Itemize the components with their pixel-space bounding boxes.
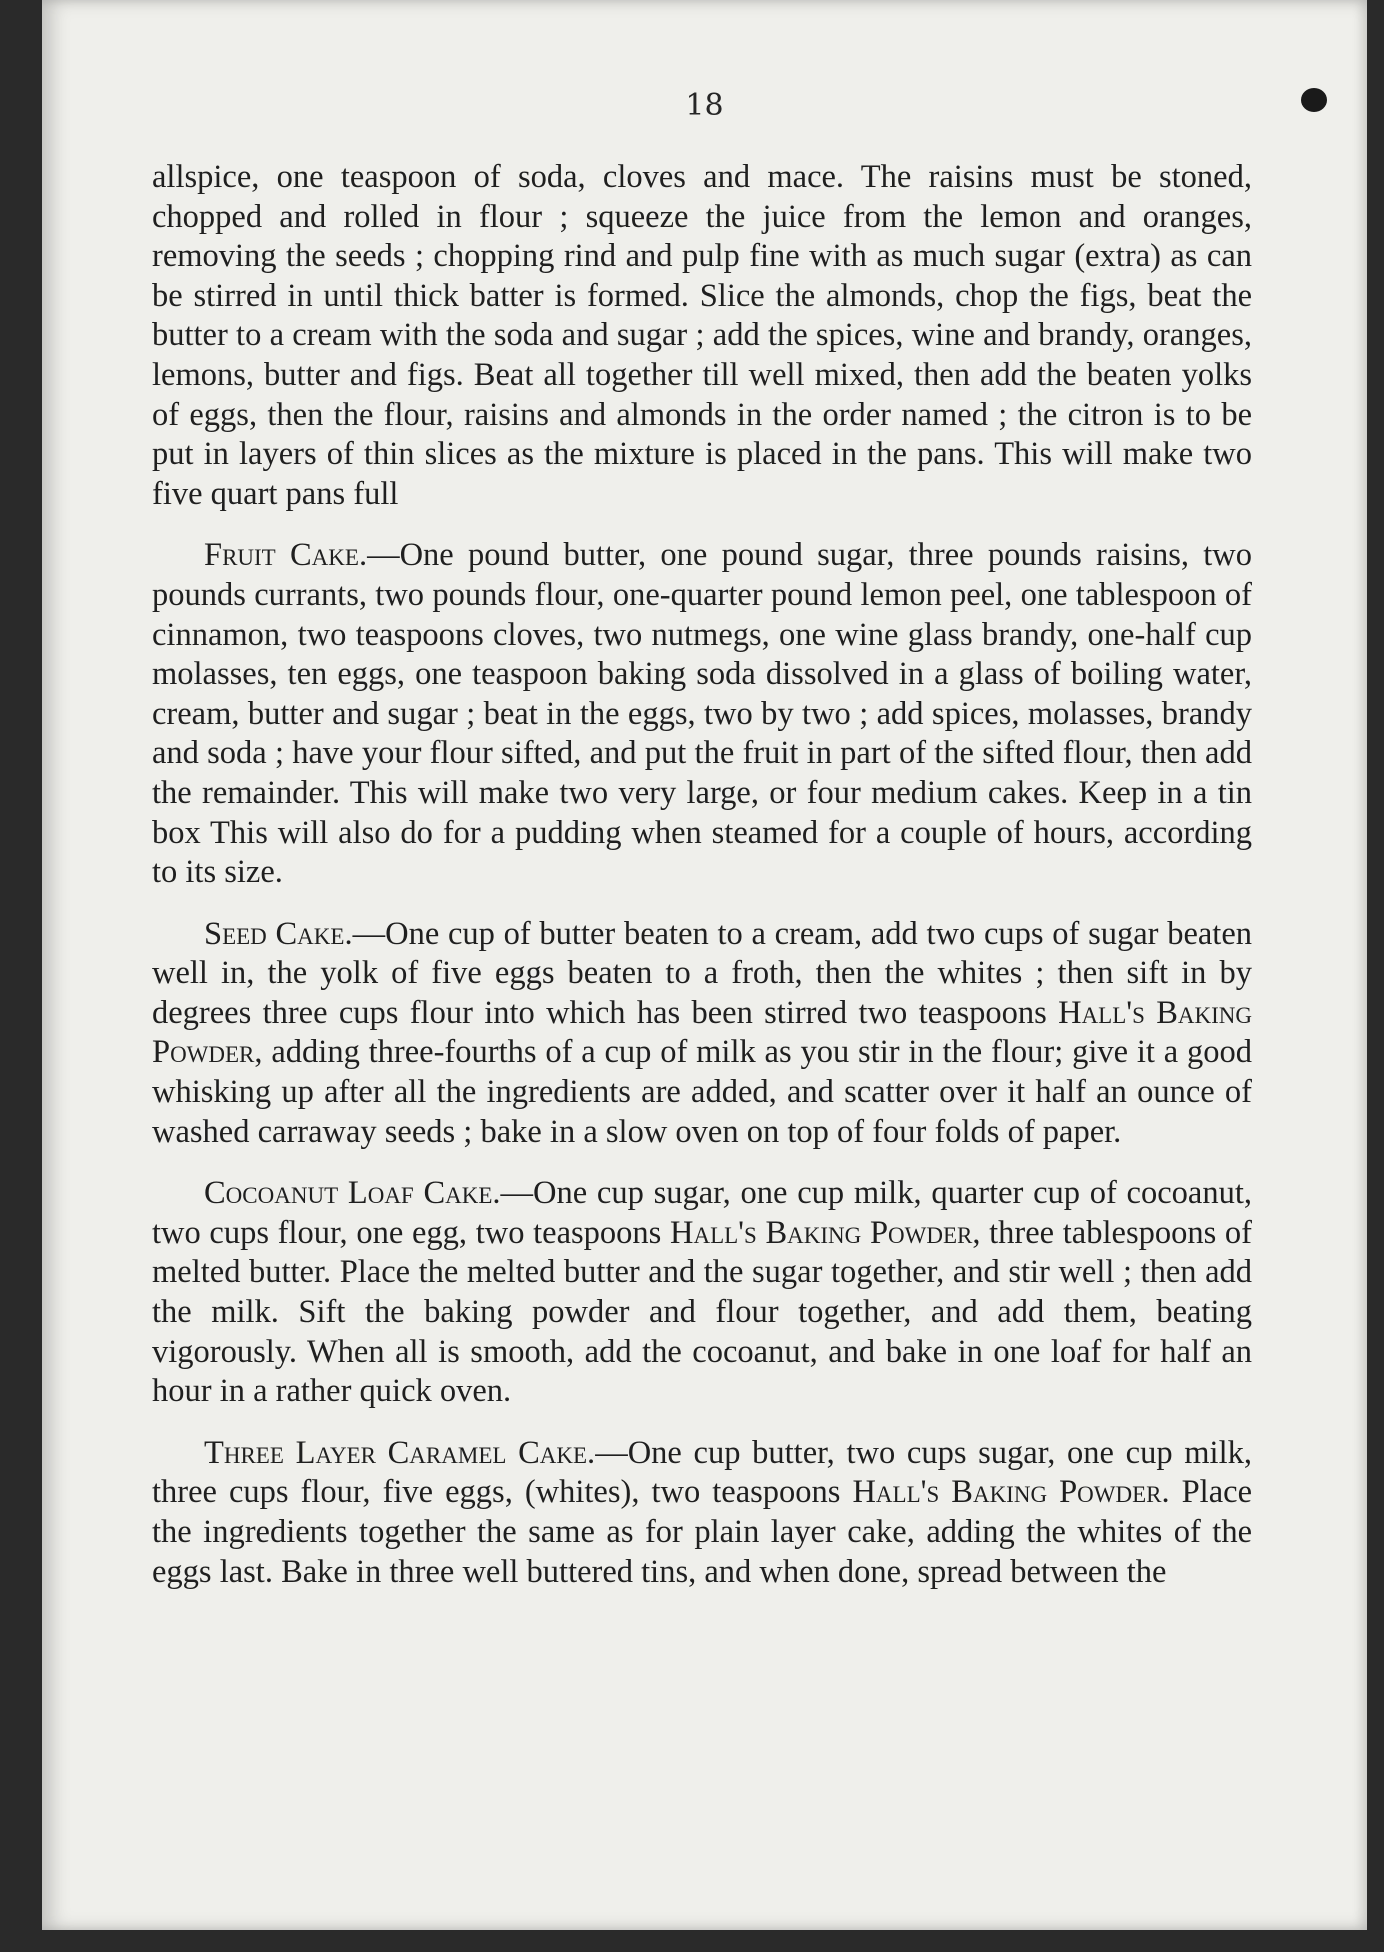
recipe-text: , three tablespoons of melted butter. Place the melted butter and the sugar together, and stir well ; then add the milk. Sift the baking powder and flour together, and add them, beating vigorously. When all is smooth, add the cocoanut, and bake in one loaf for half an hour in a rather quick oven. [152,1214,1252,1410]
recipe-text: , adding three-fourths of a cup of milk as you stir in the flour; give it a good whisking up after all the ingredients are added, and scatter over it half an ounce of washed carraway seeds ; bake in a slow oven on top of four folds of paper. [152,1034,1252,1150]
recipe-fruit-cake [152,536,1252,892]
recipe-heading: Fruit Cake. [204,537,368,574]
paragraph-text: allspice, one teaspoon of soda, cloves and mace. The raisins must be stoned, chopped and rolled in flour ; squeeze the juice from the lemon and oranges, removing the seeds ; chopping rind and pulp fine with as much sugar (extra) as can be stirred in until thick batter is formed. Slice the almonds, chop the figs, beat the butter to a cream with the soda and sugar ; add the spices, wine and brandy, oranges, lemons, butter and figs. Beat all together till well mixed, then add the beaten yolks of eggs, then the flour, raisins and almonds in the order named ; the citron is to be put in layers of thin slices as the mixture is placed in the pans. This will make two five quart pans full [152,159,1252,512]
recipe-heading: Seed Cake. [204,915,353,952]
recipe-seed-cake [152,915,1252,1153]
recipe-text: —One pound butter, one pound sugar, three pounds raisins, two pounds currants, two pounds flour, one-quarter pound lemon peel, one tablespoon of cinnamon, two teaspoons cloves, two nutmegs, one wine glass brandy, one-half cup molasses, ten eggs, one teaspoon baking soda dissolved in a glass of boiling water, cream, butter and sugar ; beat in the eggs, two by two ; add spices, molasses, brandy and soda ; have your flour sifted, and put the fruit in part of the sifted flour, then add the remainder. This will make two very large, or four medium cakes. Keep in a tin box This will also do for a pudding when steamed for a couple of hours, according to its size. [152,537,1252,891]
brand-name: Hall's Baking Powder [669,1214,973,1251]
book-page [42,0,1367,1930]
brand-name: Hall's Baking Powder [152,994,1252,1071]
recipe-three-layer-caramel-cake [152,1434,1252,1592]
recipe-heading: Cocoanut Loaf Cake. [204,1175,501,1212]
recipe-text: —One cup sugar, one cup milk, quarter cup of cocoanut, two cups flour, one egg, two teaspoons [152,1175,1252,1251]
recipe-cocoanut-loaf-cake [152,1174,1252,1412]
recipe-text: —One cup of butter beaten to a cream, add two cups of sugar beaten well in, the yolk of five eggs beaten to a froth, then the whites ; then sift in by degrees three cups flour into which has been stirred two teaspoons [152,915,1253,1031]
page-number: 18 [685,88,724,123]
recipe-text: . Place the ingredients together the same as for plain layer cake, adding the whites of the eggs last. Bake in three well buttered tins, and when done, spread between the [152,1474,1252,1590]
recipe-heading: Three Layer Caramel Cake. [204,1434,596,1471]
brand-name: Hall's Baking Powder [852,1474,1162,1511]
page-body [152,158,1252,1614]
paragraph-continued-recipe [152,158,1252,514]
recipe-text: —One cup butter, two cups sugar, one cup milk, three cups flour, five eggs, (whites), two teaspoons [152,1434,1252,1511]
